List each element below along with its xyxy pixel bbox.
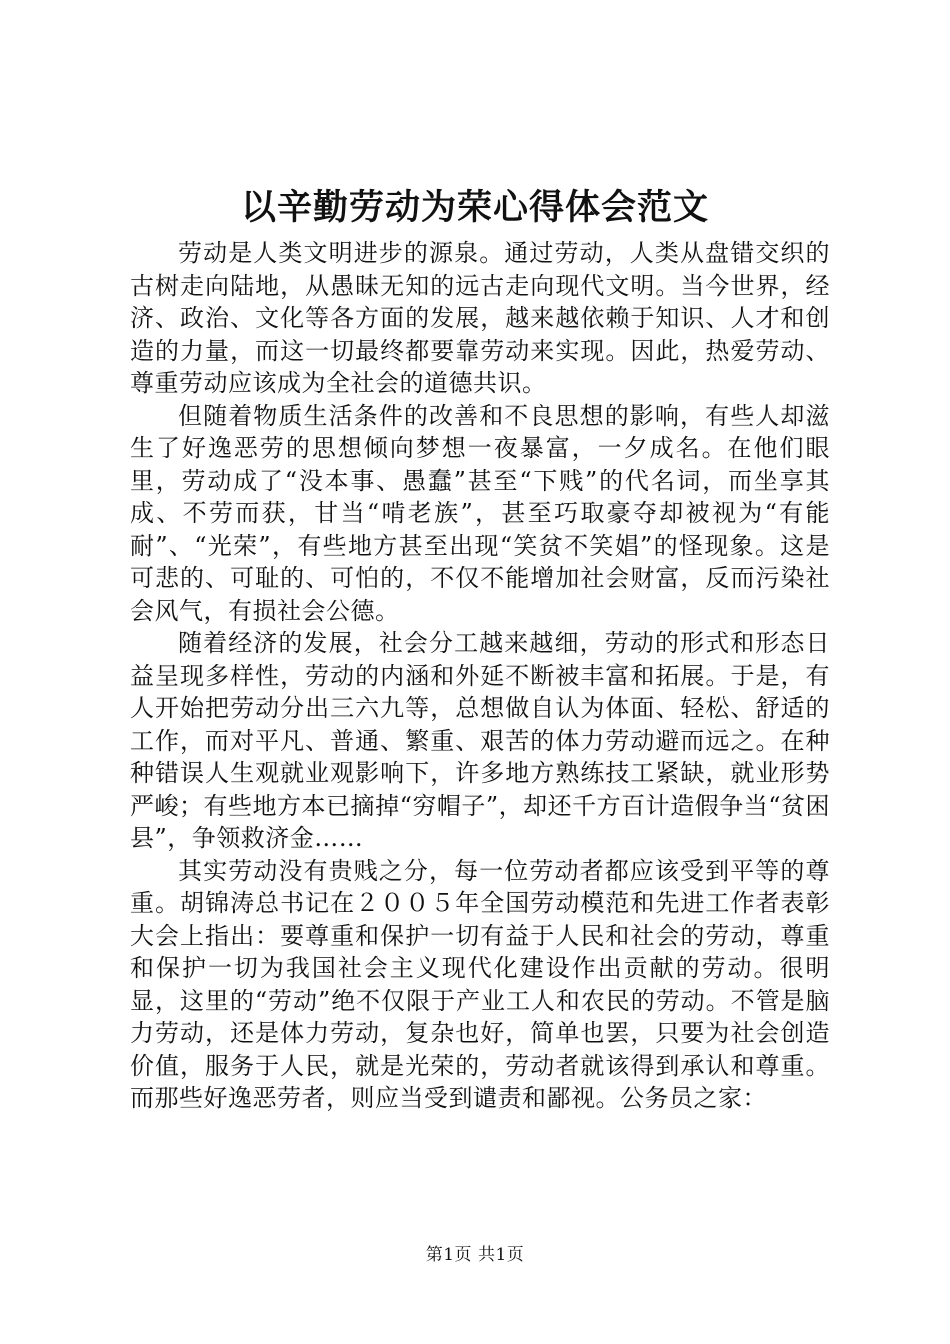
paragraph: 劳动是人类文明进步的源泉。通过劳动，人类从盘错交织的古树走向陆地，从愚昧无知的远古走向现代文明。当今世界，经济、政治、文化等各方面的发展，越来越依赖于知识、人才和创造的力量，而这一切最终都要靠劳动来实现。因此，热爱劳动、尊重劳动应该成为全社会的道德共识。 [130,239,830,397]
paragraph: 其实劳动没有贵贱之分，每一位劳动者都应该受到平等的尊重。胡锦涛总书记在２００５年全国劳动模范和先进工作者表彰大会上指出：要尊重和保护一切有益于人民和社会的劳动，尊重和保护一切为我国社会主义现代化建设作出贡献的劳动。很明显，这里的“劳动”绝不仅限于产业工人和农民的劳动。不管是脑力劳动，还是体力劳动，复杂也好，简单也罢，只要为社会创造价值，服务于人民，就是光荣的，劳动者就该得到承认和尊重。而那些好逸恶劳者，则应当受到谴责和鄙视。公务员之家： [130,856,830,1112]
paragraph: 但随着物质生活条件的改善和不良思想的影响，有些人却滋生了好逸恶劳的思想倾向梦想一夜暴富，一夕成名。在他们眼里，劳动成了“没本事、愚蠢”甚至“下贱”的代名词，而坐享其成、不劳而获，甘当“啃老族”，甚至巧取豪夺却被视为“有能耐”、“光荣”，有些地方甚至出现“笑贫不笑娼”的怪现象。这是可悲的、可耻的、可怕的，不仅不能增加社会财富，反而污染社会风气，有损社会公德。 [130,401,830,625]
document-body [130,237,830,1115]
document-title: 以辛勤劳动为荣心得体会范文 [240,187,709,228]
paragraph: 随着经济的发展，社会分工越来越细，劳动的形式和形态日益呈现多样性，劳动的内涵和外延不断被丰富和拓展。于是，有人开始把劳动分出三六九等，总想做自认为体面、轻松、舒适的工作，而对平凡、普通、繁重、艰苦的体力劳动避而远之。在种种错误人生观就业观影响下，许多地方熟练技工紧缺，就业形势严峻；有些地方本已摘掉“穷帽子”，却还千方百计造假争当“贫困县”，争领救济金…… [130,629,830,852]
page-footer: 第1页 共1页 [425,1245,525,1265]
